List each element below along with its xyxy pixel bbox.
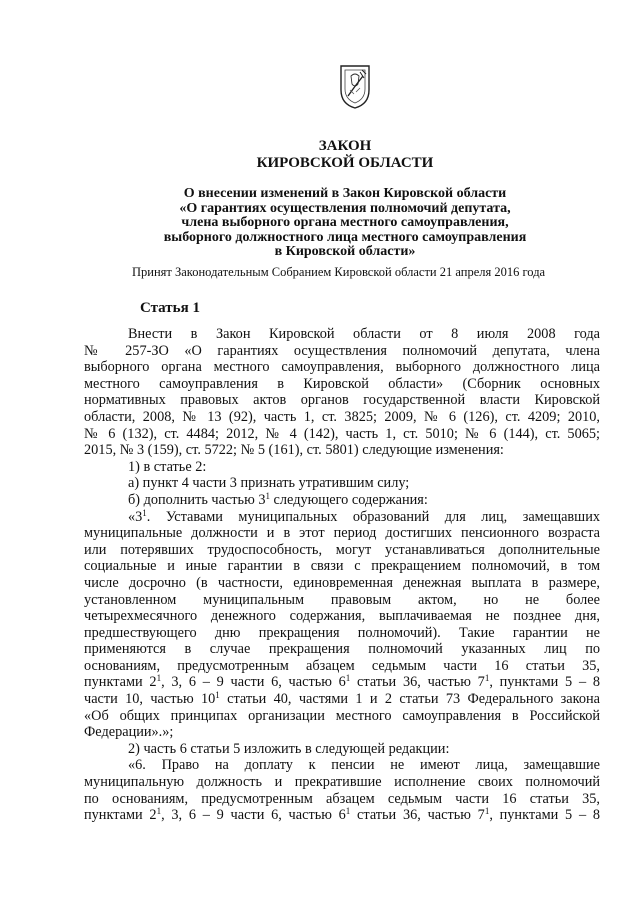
law-region-title: КИРОВСКОЙ ОБЛАСТИ <box>256 155 434 171</box>
text-line <box>84 708 600 725</box>
text-span: числе досрочно (в частности, единовременная денежная выплата в размере, <box>84 574 600 591</box>
text-span: области, 2008, № 13 (92), часть 1, ст. 3825; 2009, № 6 (126), ст. 4209; 2010, <box>84 408 600 425</box>
text-line <box>84 459 600 476</box>
text-line <box>84 492 600 509</box>
text-span: основаниям, предусмотренным абзацем седьмым части 16 статьи 35, <box>84 657 600 674</box>
text-span: муниципальные должности и в этот период достигших пенсионного возраста <box>84 525 600 542</box>
superscript: 1 <box>345 673 351 684</box>
text-line <box>84 757 600 774</box>
text-span: выборного органа местного самоуправления, выборного должностного лица <box>84 359 600 376</box>
superscript: 1 <box>345 806 351 817</box>
text-span: «6. Право на доплату к пенсии не имеют лица, замещавшие <box>128 757 600 774</box>
superscript: 1 <box>142 507 147 518</box>
subtitle-line: выборного должностного лица местного самоуправления <box>163 229 527 245</box>
subtitle-line: члена выборного органа местного самоуправления, <box>181 215 509 230</box>
text-span: . Уставами муниципальных образований для лиц, замещавших <box>146 508 600 525</box>
text-span: Федерации».»; <box>84 724 174 741</box>
text-span: , пунктами 5 – 8 <box>489 674 600 691</box>
text-span: а) пункт 4 части 3 признать утратившим силу; <box>128 475 410 492</box>
text-span: по основаниям, предусмотренным абзацем седьмым части 16 статьи 35, <box>84 790 600 807</box>
text-line <box>84 426 600 443</box>
text-span: нормативных правовых актов органов государственной власти Кировской <box>84 392 600 409</box>
text-span: «Об общих принципах организации местного самоуправления в Российской <box>84 707 600 724</box>
text-line <box>84 774 600 791</box>
text-line <box>84 691 600 708</box>
text-line <box>84 442 600 459</box>
text-span: , пунктами 5 – 8 <box>489 807 600 824</box>
text-span: муниципальную должность и прекратившие исполнение своих полномочий <box>84 774 600 791</box>
text-span: , 3, 6 – 9 части 6, частью 6 <box>161 807 346 824</box>
text-span: «3 <box>128 508 143 525</box>
law-title: ЗАКОН <box>318 138 372 154</box>
text-span: применяются в случае прекращения полномочий указанных лиц по <box>84 641 600 658</box>
text-line <box>84 509 600 526</box>
text-span: б) дополнить частью 3 <box>128 491 266 508</box>
text-line <box>84 359 600 376</box>
text-span: части 10, частью 10 <box>84 691 216 708</box>
text-span: , 3, 6 – 9 части 6, частью 6 <box>161 674 346 691</box>
text-span: или потерявших трудоспособность, могут устанавливаться дополнительные <box>84 541 600 558</box>
text-line <box>84 791 600 808</box>
text-span: № 6 (132), ст. 4484; 2012, № 4 (142), часть 1, ст. 5010; № 6 (144), ст. 5065; <box>84 425 600 442</box>
text-line <box>84 641 600 658</box>
text-line <box>84 807 600 824</box>
superscript: 1 <box>215 690 220 701</box>
text-line <box>84 575 600 592</box>
text-line <box>84 326 600 343</box>
text-line <box>84 376 600 393</box>
law-subtitle <box>120 187 570 260</box>
superscript: 1 <box>265 490 270 501</box>
text-span: четырехмесячного денежного содержания, выплачиваемая не позднее дня, <box>84 608 600 625</box>
text-line <box>84 475 600 492</box>
text-span: статьи 40, частями 1 и 2 статьи 73 Федерального закона <box>219 691 600 708</box>
text-span: 2) часть 6 статьи 5 изложить в следующей редакции: <box>128 740 450 757</box>
text-span: пунктами 2 <box>84 807 157 824</box>
text-span: социальные и иные гарантии в связи с прекращением полномочий, в том <box>84 558 600 575</box>
superscript: 1 <box>484 673 490 684</box>
text-line <box>84 558 600 575</box>
text-span: следующего содержания: <box>269 491 428 508</box>
text-span: № 257-ЗО «О гарантиях осуществления полномочий депутата, члена <box>84 342 600 359</box>
text-span: местного самоуправления в Кировской области» (Сборник основных <box>84 375 600 392</box>
subtitle-line: в Кировской области» <box>274 244 416 259</box>
text-line <box>84 658 600 675</box>
text-line <box>84 392 600 409</box>
article-body <box>84 326 600 824</box>
superscript: 1 <box>156 673 162 684</box>
text-span: предшествующего дню прекращения полномочий). Такие гарантии не <box>84 624 600 641</box>
text-span: пунктами 2 <box>84 674 157 691</box>
coat-of-arms-icon <box>338 64 372 110</box>
text-line <box>84 674 600 691</box>
subtitle-line: «О гарантиях осуществления полномочий депутата, <box>179 200 511 216</box>
text-span: статьи 36, частью 7 <box>350 807 485 824</box>
text-line <box>84 724 600 741</box>
text-line <box>84 343 600 360</box>
superscript: 1 <box>156 806 162 817</box>
adoption-statement: Принят Законодательным Собранием Кировской области 21 апреля 2016 года <box>132 265 546 279</box>
text-line <box>84 625 600 642</box>
text-line <box>84 409 600 426</box>
text-span: статьи 36, частью 7 <box>350 674 485 691</box>
subtitle-line: О внесении изменений в Закон Кировской области <box>183 186 507 201</box>
text-line <box>84 525 600 542</box>
article-heading: Статья 1 <box>140 300 200 316</box>
text-span: Внести в Закон Кировской области от 8 июля 2008 года <box>128 326 600 342</box>
text-line <box>84 542 600 559</box>
text-line <box>84 741 600 758</box>
text-span: 1) в статье 2: <box>128 458 207 475</box>
text-line <box>84 592 600 609</box>
text-span: установленном муниципальным правовым актом, но не более <box>84 591 600 608</box>
text-span: 2015, № 3 (159), ст. 5722; № 5 (161), ст. 5801) следующие изменения: <box>84 442 504 459</box>
text-line <box>84 608 600 625</box>
superscript: 1 <box>484 806 490 817</box>
